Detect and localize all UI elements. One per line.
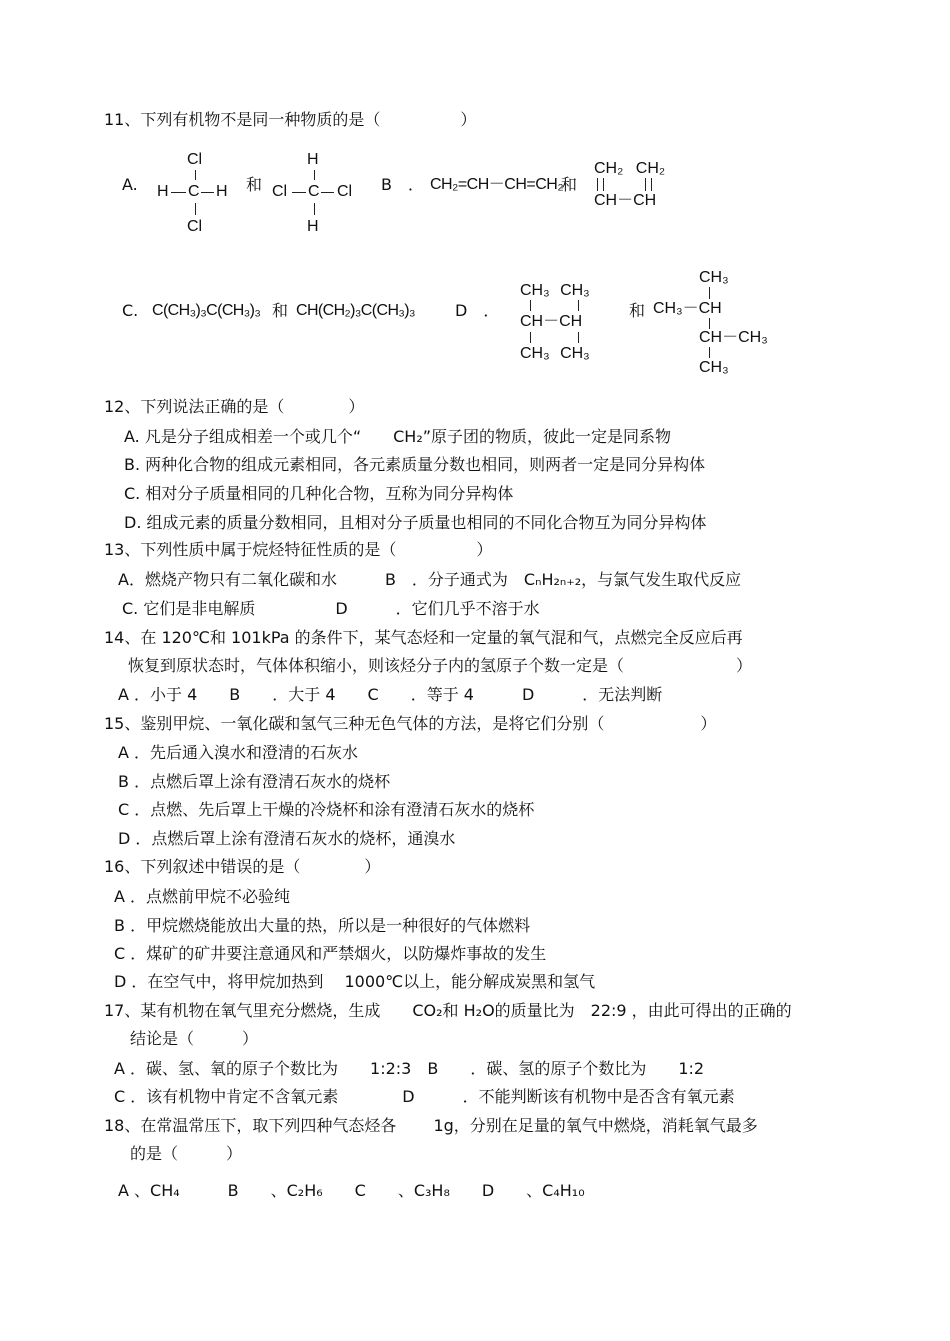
q13-options-ab: A．燃烧产物只有二氧化碳和水 B ．分子通式为 CₙH₂ₙ₊₂，与氯气发生取代反应 — [118, 570, 742, 589]
atom-top: H — [307, 151, 319, 168]
q15-stem: 15、鉴别甲烷、一氧化碳和氢气三种无色气体的方法，是将它们分别（ ） — [104, 714, 717, 733]
row-1: CH₃－CH — [653, 300, 722, 317]
q16-option-c: C ．煤矿的矿井要注意通风和严禁烟火，以防爆炸事故的发生 — [114, 944, 547, 963]
bond — [530, 300, 531, 311]
q13-options-cd: C. 它们是非电解质 D ．它们几乎不溶于水 — [122, 599, 540, 618]
bond — [709, 318, 710, 329]
q18-stem-line-2: 的是（ ） — [130, 1144, 243, 1163]
q18-options: A 、CH₄ B 、C₂H₆ C 、C₃H₈ D 、C₄H₁₀ — [118, 1181, 585, 1200]
q12-option-a: A. 凡是分子组成相差一个或几个“ CH₂”原子团的物质，彼此一定是同系物 — [124, 427, 672, 446]
ring-top: CH₂ CH₂ — [594, 160, 666, 177]
q11-c-and: 和 — [272, 301, 289, 320]
q17-options-ab: A ．碳、氢、氧的原子个数比为 1:2:3 B ．碳、氢的原子个数比为 1:2 — [114, 1059, 705, 1078]
bond — [709, 347, 710, 358]
row-bottom: CH₃ — [699, 359, 729, 376]
atom-right: H — [216, 183, 228, 200]
q11-b-formula: CH₂=CH－CH=CH₂ — [430, 176, 564, 193]
q11-a-and: 和 — [246, 175, 263, 194]
q12-option-c: C. 相对分子质量相同的几种化合物，互称为同分异构体 — [124, 484, 514, 503]
q11-option-a-label: A. — [122, 175, 138, 194]
q17-stem-line-2: 结论是（ ） — [130, 1029, 259, 1048]
q15-option-b: B ．点燃后罩上涂有澄清石灰水的烧杯 — [118, 772, 391, 791]
row-mid: CH－CH — [520, 313, 583, 330]
q11-stem: 11、下列有机物不是同一种物质的是（ ） — [104, 110, 477, 129]
q14-stem-line-1: 14、在 120℃和 101kPa 的条件下，某气态烃和一定量的氧气混和气，点燃完全反应后再 — [104, 628, 743, 647]
bond — [321, 192, 334, 193]
double-bond — [597, 178, 604, 191]
q15-option-d: D ．点燃后罩上涂有澄清石灰水的烧杯，通溴水 — [118, 829, 456, 848]
bond — [195, 170, 196, 180]
bond — [201, 192, 214, 193]
q12-stem: 12、下列说法正确的是（ ） — [104, 397, 365, 416]
q15-option-c: C ．点燃、先后罩上干燥的冷烧杯和涂有澄清石灰水的烧杯 — [118, 800, 535, 819]
bond — [578, 332, 579, 343]
q14-options: A ．小于 4 B ．大于 4 C ．等于 4 D ．无法判断 — [118, 685, 663, 704]
q11-c-formula-1: C(CH₃)₃C(CH₃)₃ — [152, 302, 261, 319]
q12-option-b: B. 两种化合物的组成元素相同，各元素质量分数也相同，则两者一定是同分异构体 — [124, 455, 706, 474]
bond — [314, 170, 315, 180]
q18-stem-line-1: 18、在常温常压下，取下列四种气态烃各 1g，分别在足量的氧气中燃烧，消耗氧气最多 — [104, 1116, 758, 1135]
atom-bottom: H — [307, 218, 319, 235]
q14-stem-line-2: 恢复到原状态时，气体体积缩小，则该烃分子内的氢原子个数一定是（ ） — [128, 656, 753, 675]
row-bottom: CH₃ CH₃ — [520, 345, 590, 362]
q11-option-d-label: D ． — [455, 301, 500, 320]
q11-d-and: 和 — [629, 301, 646, 320]
q11-option-c-label: C. — [122, 301, 139, 320]
atom-bottom: Cl — [187, 218, 203, 235]
bond — [709, 287, 710, 299]
bond — [171, 192, 186, 193]
bond — [530, 332, 531, 343]
bond — [292, 192, 306, 193]
bond — [578, 300, 579, 311]
q17-options-cd: C ．该有机物中肯定不含氧元素 D ．不能判断该有机物中是否含有氧元素 — [114, 1087, 735, 1106]
row-top: CH₃ CH₃ — [520, 282, 590, 299]
row-top: CH₃ — [699, 269, 729, 286]
q11-c-formula-2: CH(CH₂)₃C(CH₃)₃ — [296, 302, 415, 319]
bond — [195, 203, 196, 215]
q16-option-d: D ．在空气中，将甲烷加热到 1000℃以上，能分解成炭黑和氢气 — [114, 972, 596, 991]
q16-option-b: B ．甲烷燃烧能放出大量的热，所以是一种很好的气体燃料 — [114, 916, 531, 935]
atom-center: C — [308, 183, 320, 200]
q11-b-and: 和 — [561, 175, 578, 194]
bond — [314, 203, 315, 215]
q16-stem: 16、下列叙述中错误的是（ ） — [104, 857, 381, 876]
ring-bottom: CH－CH — [594, 192, 657, 209]
atom-center: C — [188, 183, 200, 200]
atom-right: Cl — [337, 183, 353, 200]
q13-stem: 13、下列性质中属于烷烃特征性质的是（ ） — [104, 540, 493, 559]
q11-option-b-label: B ． — [381, 175, 424, 194]
q16-option-a: A ．点燃前甲烷不必验纯 — [114, 887, 291, 906]
q15-option-a: A ．先后通入溴水和澄清的石灰水 — [118, 743, 359, 762]
q17-stem-line-1: 17、某有机物在氧气里充分燃烧，生成 CO₂和 H₂O的质量比为 22:9 ，由此可得出的正确的 — [104, 1001, 792, 1020]
atom-left: H — [157, 183, 169, 200]
row-2: CH－CH₃ — [699, 329, 768, 346]
atom-top: Cl — [187, 151, 203, 168]
q12-option-d: D. 组成元素的质量分数相同，且相对分子质量也相同的不同化合物互为同分异构体 — [124, 513, 707, 532]
atom-left: Cl — [272, 183, 288, 200]
double-bond — [645, 178, 652, 191]
